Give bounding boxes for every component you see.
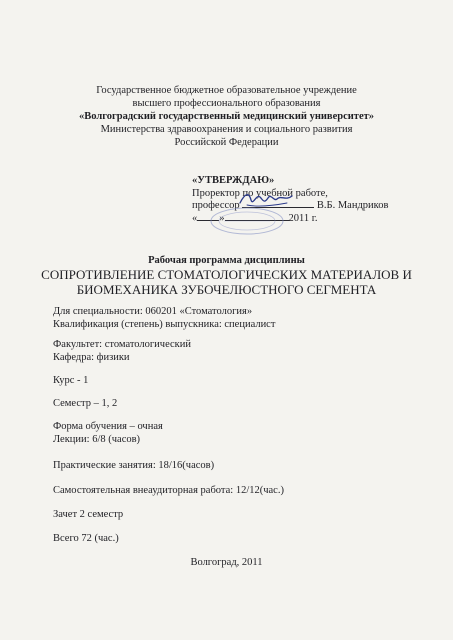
practical-text: Практические занятия: 18/16(часов) bbox=[53, 460, 215, 471]
approval-signer: В.Б. Мандриков bbox=[316, 200, 389, 211]
approval-position: Проректор по учебной работе, bbox=[192, 187, 328, 199]
approval-rank: профессор bbox=[192, 200, 240, 211]
approval-block bbox=[192, 175, 432, 225]
header-university-name: «Волгоградский государственный медицинский университет» bbox=[78, 111, 375, 122]
department-text: Кафедра: физики bbox=[53, 352, 130, 363]
header-line-1: Государственное бюджетное образовательное учреждение bbox=[96, 85, 357, 96]
institution-header bbox=[60, 84, 393, 149]
course-text: Курс - 1 bbox=[53, 375, 89, 386]
header-line-2: высшего профессионального образования bbox=[132, 98, 321, 109]
specialty-text: Для специальности: 060201 «Стоматология» bbox=[53, 306, 253, 317]
header-line-4: Министерства здравоохранения и социального развития bbox=[100, 124, 353, 135]
self-study-text: Самостоятельная внеаудиторная работа: 12/12(час.) bbox=[53, 485, 284, 496]
lectures-text: Лекции: 6/8 (часов) bbox=[53, 434, 141, 445]
header-line-5: Российской Федерации bbox=[174, 137, 279, 148]
qualification-text: Квалификация (степень) выпускника: специалист bbox=[53, 319, 276, 330]
program-name-line-1: СОПРОТИВЛЕНИЕ СТОМАТОЛОГИЧЕСКИХ МАТЕРИАЛОВ И bbox=[41, 267, 412, 282]
faculty-text: Факультет: стоматологический bbox=[53, 339, 192, 350]
footer-city-year: Волгоград, 2011 bbox=[190, 557, 263, 568]
date-month-blank bbox=[225, 220, 289, 221]
signature-underline bbox=[242, 207, 314, 208]
date-close-quote: » bbox=[219, 212, 225, 224]
credit-text: Зачет 2 семестр bbox=[53, 509, 124, 520]
study-form-text: Форма обучения – очная bbox=[53, 421, 163, 432]
total-hours-text: Всего 72 (час.) bbox=[53, 533, 119, 544]
approval-title: «УТВЕРЖДАЮ» bbox=[192, 175, 275, 186]
date-day-blank bbox=[197, 220, 219, 221]
program-name-line-2: БИОМЕХАНИКА ЗУБОЧЕЛЮСТНОГО СЕГМЕНТА bbox=[76, 282, 377, 297]
date-open-quote: « bbox=[192, 212, 198, 224]
date-year: 2011 г. bbox=[288, 212, 318, 224]
approval-signature-line bbox=[192, 200, 432, 213]
program-label: Рабочая программа дисциплины bbox=[148, 255, 305, 266]
semester-text: Семестр – 1, 2 bbox=[53, 398, 118, 409]
program-title-block bbox=[20, 254, 433, 297]
approval-date-line bbox=[192, 213, 432, 226]
